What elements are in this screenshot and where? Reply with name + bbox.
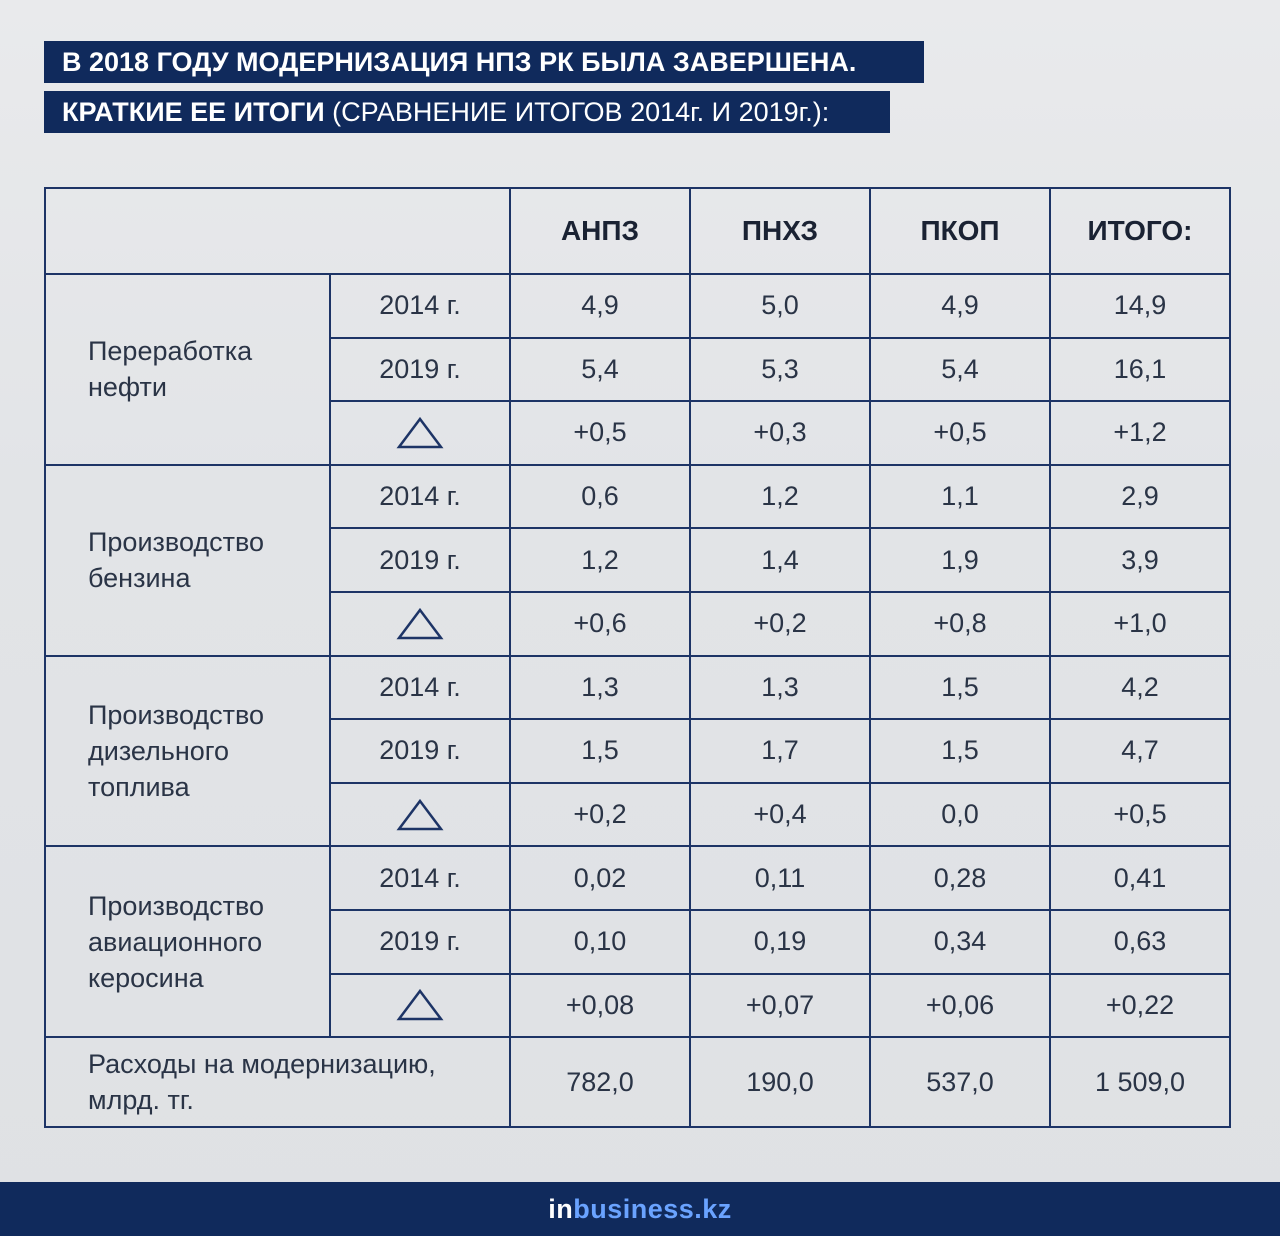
header-empty-cell xyxy=(45,188,510,274)
value-cell: +0,3 xyxy=(690,401,870,465)
value-cell: 5,4 xyxy=(870,338,1050,402)
category-label: Производство бензина xyxy=(88,527,265,594)
year-label: 2019 г. xyxy=(330,528,510,592)
value-cell: 1,3 xyxy=(690,656,870,720)
title-line-2-subtitle: (СРАВНЕНИЕ ИТОГОВ 2014г. И 2019г.): xyxy=(324,97,830,127)
title-line-1-text: В 2018 ГОДУ МОДЕРНИЗАЦИЯ НПЗ РК БЫЛА ЗАВЕРШЕНА. xyxy=(62,47,857,77)
expenses-label: Расходы на модернизацию, млрд. тг. xyxy=(45,1037,510,1127)
value-cell: +0,2 xyxy=(510,783,690,847)
value-cell: +0,6 xyxy=(510,592,690,656)
value-cell: +1,0 xyxy=(1050,592,1230,656)
value-cell: 14,9 xyxy=(1050,274,1230,338)
logo-prefix: in xyxy=(548,1194,574,1224)
title-line-1 xyxy=(44,41,924,83)
inbusiness-logo xyxy=(548,1194,732,1224)
value-cell: 0,6 xyxy=(510,465,690,529)
delta-icon xyxy=(330,783,510,847)
column-header: ИТОГО: xyxy=(1050,188,1230,274)
value-cell: 5,4 xyxy=(510,338,690,402)
footer-bar xyxy=(0,1182,1280,1236)
table-row xyxy=(45,656,1230,720)
category-label: Производство дизельного топлива xyxy=(88,699,265,802)
value-cell: 0,19 xyxy=(690,910,870,974)
value-cell: 5,0 xyxy=(690,274,870,338)
value-cell: 1,4 xyxy=(690,528,870,592)
value-cell: +0,22 xyxy=(1050,974,1230,1038)
table-row xyxy=(45,465,1230,529)
value-cell: 5,3 xyxy=(690,338,870,402)
value-cell: 1 509,0 xyxy=(1050,1037,1230,1127)
value-cell: 1,5 xyxy=(870,656,1050,720)
delta-icon xyxy=(330,974,510,1038)
value-cell: 0,02 xyxy=(510,846,690,910)
value-cell: +1,2 xyxy=(1050,401,1230,465)
value-cell: +0,5 xyxy=(510,401,690,465)
value-cell: +0,06 xyxy=(870,974,1050,1038)
value-cell: 4,9 xyxy=(510,274,690,338)
table-row xyxy=(45,846,1230,910)
category-label: Производство авиационного керосина xyxy=(88,890,265,993)
value-cell: +0,5 xyxy=(1050,783,1230,847)
year-label: 2014 г. xyxy=(330,465,510,529)
value-cell: 1,5 xyxy=(870,719,1050,783)
category-label: Переработка нефти xyxy=(88,336,253,403)
value-cell: +0,07 xyxy=(690,974,870,1038)
value-cell: 2,9 xyxy=(1050,465,1230,529)
value-cell: 0,0 xyxy=(870,783,1050,847)
value-cell: 1,2 xyxy=(690,465,870,529)
column-header: ПНХЗ xyxy=(690,188,870,274)
value-cell: 0,10 xyxy=(510,910,690,974)
value-cell: 4,9 xyxy=(870,274,1050,338)
value-cell: 1,1 xyxy=(870,465,1050,529)
value-cell: 16,1 xyxy=(1050,338,1230,402)
category-cell xyxy=(45,656,330,847)
value-cell: 0,63 xyxy=(1050,910,1230,974)
value-cell: +0,08 xyxy=(510,974,690,1038)
value-cell: 1,3 xyxy=(510,656,690,720)
table-header-row xyxy=(45,188,1230,274)
table-row-expenses xyxy=(45,1037,1230,1127)
value-cell: 190,0 xyxy=(690,1037,870,1127)
value-cell: +0,8 xyxy=(870,592,1050,656)
value-cell: 4,2 xyxy=(1050,656,1230,720)
value-cell: 3,9 xyxy=(1050,528,1230,592)
value-cell: +0,5 xyxy=(870,401,1050,465)
year-label: 2014 г. xyxy=(330,656,510,720)
year-label: 2019 г. xyxy=(330,338,510,402)
year-label: 2014 г. xyxy=(330,846,510,910)
value-cell: 1,7 xyxy=(690,719,870,783)
title-line-2-bold: КРАТКИЕ ЕЕ ИТОГИ xyxy=(62,97,325,127)
delta-icon xyxy=(330,401,510,465)
value-cell: 537,0 xyxy=(870,1037,1050,1127)
value-cell: 0,41 xyxy=(1050,846,1230,910)
value-cell: +0,2 xyxy=(690,592,870,656)
category-cell xyxy=(45,465,330,656)
column-header: ПКОП xyxy=(870,188,1050,274)
value-cell: 0,11 xyxy=(690,846,870,910)
year-label: 2014 г. xyxy=(330,274,510,338)
table-row xyxy=(45,274,1230,338)
category-cell xyxy=(45,274,330,465)
value-cell: 4,7 xyxy=(1050,719,1230,783)
value-cell: 0,34 xyxy=(870,910,1050,974)
value-cell: 0,28 xyxy=(870,846,1050,910)
value-cell: 1,2 xyxy=(510,528,690,592)
year-label: 2019 г. xyxy=(330,910,510,974)
logo-name: business.kz xyxy=(573,1194,732,1224)
value-cell: 1,5 xyxy=(510,719,690,783)
value-cell: +0,4 xyxy=(690,783,870,847)
value-cell: 1,9 xyxy=(870,528,1050,592)
comparison-table xyxy=(44,187,1231,1128)
title-line-2 xyxy=(44,91,890,133)
delta-icon xyxy=(330,592,510,656)
column-header: АНПЗ xyxy=(510,188,690,274)
category-cell xyxy=(45,846,330,1037)
year-label: 2019 г. xyxy=(330,719,510,783)
value-cell: 782,0 xyxy=(510,1037,690,1127)
